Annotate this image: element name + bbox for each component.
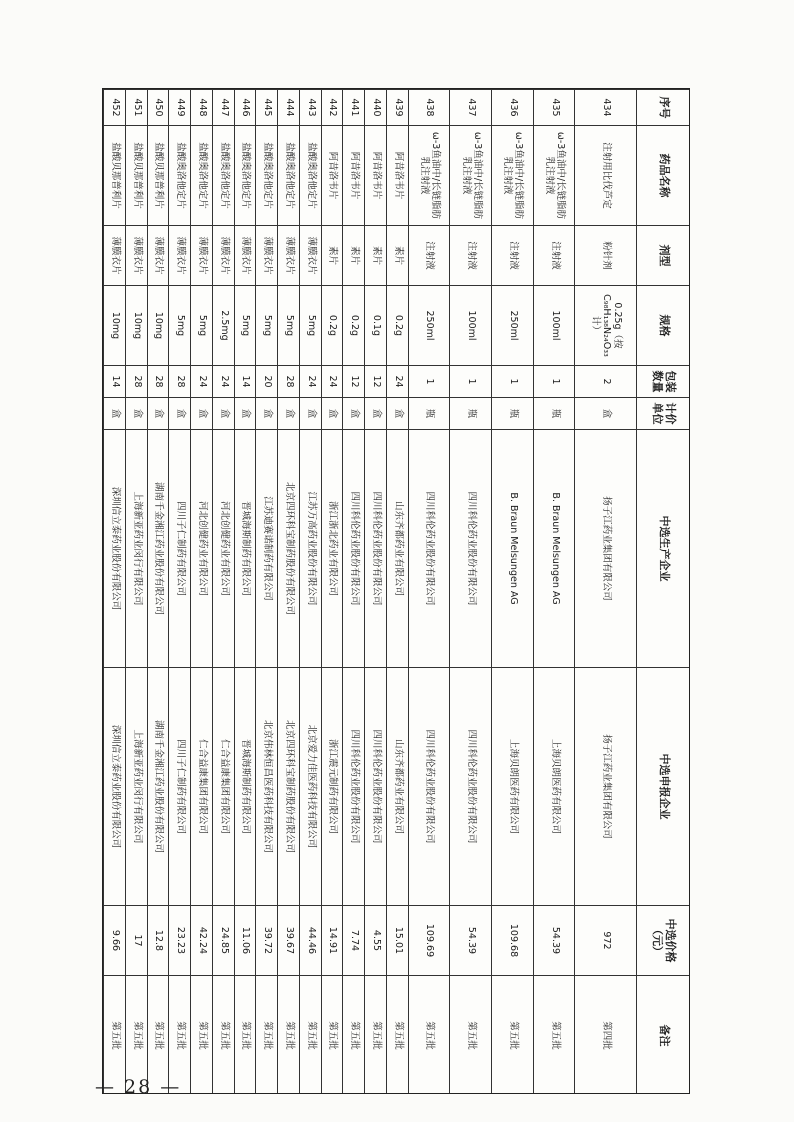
cell-pack-qty: 28 (147, 366, 169, 398)
cell-spec: 0.1g (365, 286, 387, 366)
cell-spec: 5mg (234, 286, 256, 366)
cell-unit: 瓶 (408, 398, 450, 430)
table-row (408, 90, 450, 1095)
cell-price: 109.69 (408, 906, 450, 976)
cell-remark: 第五批 (408, 976, 450, 1095)
cell-applicant: 四川子仁制药有限公司 (169, 668, 191, 906)
cell-remark: 第五批 (169, 976, 191, 1095)
cell-drug-name: 阿昔洛韦片 (343, 126, 365, 226)
cell-unit: 盒 (125, 398, 147, 430)
cell-unit: 盒 (147, 398, 169, 430)
cell-remark: 第五批 (212, 976, 234, 1095)
cell-applicant: 上海贝朗医药有限公司 (492, 668, 534, 906)
table-row (169, 90, 191, 1095)
cell-manufacturer: 北京四环科宝制药股份有限公司 (278, 430, 300, 668)
cell-price: 972 (575, 906, 637, 976)
cell-dosage-form: 薄膜衣片 (256, 226, 278, 286)
cell-applicant: 浙江震元制药有限公司 (321, 668, 343, 906)
table-row (256, 90, 278, 1095)
cell-remark: 第四批 (575, 976, 637, 1095)
header-drug-name: 药品名称 (637, 126, 691, 226)
cell-pack-qty: 1 (450, 366, 492, 398)
table-row (321, 90, 343, 1095)
cell-drug-name: 盐酸奥洛他定片 (169, 126, 191, 226)
cell-dosage-form: 薄膜衣片 (169, 226, 191, 286)
cell-pack-qty: 12 (343, 366, 365, 398)
cell-spec: 0.2g (321, 286, 343, 366)
cell-pack-qty: 24 (386, 366, 408, 398)
cell-spec: 10mg (104, 286, 126, 366)
cell-seq: 451 (125, 90, 147, 126)
cell-price: 54.39 (450, 906, 492, 976)
cell-unit: 瓶 (533, 398, 575, 430)
cell-applicant: 北京四环科宝制药股份有限公司 (278, 668, 300, 906)
cell-applicant: 北京伟林恒昌医药科技有限公司 (256, 668, 278, 906)
cell-seq: 443 (299, 90, 321, 126)
table-body (104, 90, 637, 1095)
cell-price: 24.85 (212, 906, 234, 976)
header-remark: 备注 (637, 976, 691, 1095)
cell-price: 17 (125, 906, 147, 976)
table-row (191, 90, 213, 1095)
cell-unit: 盒 (575, 398, 637, 430)
cell-seq: 439 (386, 90, 408, 126)
cell-dosage-form: 薄膜衣片 (147, 226, 169, 286)
cell-unit: 盒 (191, 398, 213, 430)
table-row (299, 90, 321, 1095)
cell-seq: 440 (365, 90, 387, 126)
cell-pack-qty: 28 (278, 366, 300, 398)
cell-unit: 盒 (278, 398, 300, 430)
cell-applicant: 上海新亚药业闵行有限公司 (125, 668, 147, 906)
cell-pack-qty: 2 (575, 366, 637, 398)
cell-applicant: 深圳信立泰药业股份有限公司 (104, 668, 126, 906)
cell-drug-name: 盐酸奥洛他定片 (212, 126, 234, 226)
cell-unit: 盒 (321, 398, 343, 430)
cell-unit: 盒 (299, 398, 321, 430)
cell-dosage-form: 薄膜衣片 (104, 226, 126, 286)
cell-drug-name: 盐酸奥洛他定片 (278, 126, 300, 226)
cell-remark: 第五批 (533, 976, 575, 1095)
cell-applicant: 仁合益康集团有限公司 (212, 668, 234, 906)
cell-drug-name: 盐酸奥洛他定片 (256, 126, 278, 226)
cell-manufacturer: 湖南千金湘江药业股份有限公司 (147, 430, 169, 668)
cell-seq: 442 (321, 90, 343, 126)
cell-applicant: 晋城海斯制药有限公司 (234, 668, 256, 906)
cell-remark: 第五批 (299, 976, 321, 1095)
cell-pack-qty: 24 (191, 366, 213, 398)
cell-price: 44.46 (299, 906, 321, 976)
cell-unit: 瓶 (492, 398, 534, 430)
cell-pack-qty: 24 (321, 366, 343, 398)
cell-remark: 第五批 (386, 976, 408, 1095)
cell-dosage-form: 素片 (365, 226, 387, 286)
cell-pack-qty: 12 (365, 366, 387, 398)
cell-seq: 450 (147, 90, 169, 126)
header-dosage-form: 剂型 (637, 226, 691, 286)
cell-pack-qty: 1 (492, 366, 534, 398)
cell-remark: 第五批 (256, 976, 278, 1095)
table-header-row (637, 90, 691, 1095)
cell-manufacturer: 四川科伦药业股份有限公司 (450, 430, 492, 668)
cell-pack-qty: 28 (169, 366, 191, 398)
cell-seq: 444 (278, 90, 300, 126)
cell-manufacturer: 江苏万高药业股份有限公司 (299, 430, 321, 668)
cell-manufacturer: B. Braun Melsungen AG (492, 430, 534, 668)
cell-unit: 盒 (256, 398, 278, 430)
cell-remark: 第五批 (234, 976, 256, 1095)
cell-applicant: 北京爱力佳医药科技有限公司 (299, 668, 321, 906)
cell-remark: 第五批 (450, 976, 492, 1095)
cell-pack-qty: 1 (408, 366, 450, 398)
cell-drug-name: ω-3鱼油中/长链脂肪乳注射液 (492, 126, 534, 226)
cell-spec: 100ml (533, 286, 575, 366)
cell-drug-name: 阿昔洛韦片 (386, 126, 408, 226)
cell-remark: 第五批 (147, 976, 169, 1095)
cell-price: 14.91 (321, 906, 343, 976)
cell-price: 42.24 (191, 906, 213, 976)
table-row (125, 90, 147, 1095)
rotated-table-frame (102, 88, 690, 1094)
cell-pack-qty: 14 (104, 366, 126, 398)
table-row (104, 90, 126, 1095)
cell-unit: 盒 (234, 398, 256, 430)
cell-dosage-form: 薄膜衣片 (234, 226, 256, 286)
cell-manufacturer: 山东齐都药业有限公司 (386, 430, 408, 668)
cell-pack-qty: 24 (299, 366, 321, 398)
table-row (278, 90, 300, 1095)
cell-unit: 盒 (343, 398, 365, 430)
cell-unit: 盒 (365, 398, 387, 430)
cell-manufacturer: 四川科伦药业股份有限公司 (343, 430, 365, 668)
table-row (492, 90, 534, 1095)
cell-seq: 446 (234, 90, 256, 126)
cell-unit: 盒 (386, 398, 408, 430)
cell-seq: 445 (256, 90, 278, 126)
cell-pack-qty: 1 (533, 366, 575, 398)
cell-dosage-form: 薄膜衣片 (191, 226, 213, 286)
cell-price: 23.23 (169, 906, 191, 976)
cell-manufacturer: 四川科伦药业股份有限公司 (365, 430, 387, 668)
cell-applicant: 四川科伦药业股份有限公司 (450, 668, 492, 906)
table-row (147, 90, 169, 1095)
cell-spec: 0.2g (343, 286, 365, 366)
cell-drug-name: 阿昔洛韦片 (321, 126, 343, 226)
cell-price: 39.67 (278, 906, 300, 976)
cell-seq: 447 (212, 90, 234, 126)
cell-unit: 盒 (212, 398, 234, 430)
cell-drug-name: 盐酸奥洛他定片 (191, 126, 213, 226)
cell-dosage-form: 注射液 (492, 226, 534, 286)
cell-drug-name: 盐酸奥洛他定片 (234, 126, 256, 226)
cell-dosage-form: 粉针剂 (575, 226, 637, 286)
cell-manufacturer: 浙江浙北药业有限公司 (321, 430, 343, 668)
header-unit: 计价单位 (637, 398, 691, 430)
table-row (343, 90, 365, 1095)
cell-price: 12.8 (147, 906, 169, 976)
cell-remark: 第五批 (343, 976, 365, 1095)
cell-unit: 盒 (169, 398, 191, 430)
cell-price: 39.72 (256, 906, 278, 976)
cell-spec: 2.5mg (212, 286, 234, 366)
page-number: — 28 — (95, 1076, 182, 1098)
cell-dosage-form: 注射液 (450, 226, 492, 286)
cell-unit: 盒 (104, 398, 126, 430)
cell-remark: 第五批 (125, 976, 147, 1095)
cell-manufacturer: 四川子仁制药有限公司 (169, 430, 191, 668)
cell-price: 9.66 (104, 906, 126, 976)
cell-seq: 436 (492, 90, 534, 126)
cell-spec: 5mg (191, 286, 213, 366)
cell-price: 15.01 (386, 906, 408, 976)
cell-dosage-form: 薄膜衣片 (278, 226, 300, 286)
cell-price: 54.39 (533, 906, 575, 976)
cell-seq: 449 (169, 90, 191, 126)
rotated-table-container (103, 89, 690, 1094)
cell-drug-name: 阿昔洛韦片 (365, 126, 387, 226)
cell-manufacturer: 河北创健药业有限公司 (212, 430, 234, 668)
cell-price: 109.68 (492, 906, 534, 976)
cell-seq: 452 (104, 90, 126, 126)
header-spec: 规格 (637, 286, 691, 366)
cell-remark: 第五批 (492, 976, 534, 1095)
cell-unit: 瓶 (450, 398, 492, 430)
table-row (575, 90, 637, 1095)
cell-spec: 5mg (299, 286, 321, 366)
cell-seq: 435 (533, 90, 575, 126)
cell-manufacturer: 深圳信立泰药业股份有限公司 (104, 430, 126, 668)
cell-remark: 第五批 (104, 976, 126, 1095)
table-row (450, 90, 492, 1095)
cell-pack-qty: 20 (256, 366, 278, 398)
cell-price: 7.74 (343, 906, 365, 976)
cell-applicant: 上海贝朗医药有限公司 (533, 668, 575, 906)
cell-applicant: 湖南千金湘江药业股份有限公司 (147, 668, 169, 906)
cell-dosage-form: 注射液 (533, 226, 575, 286)
header-price: 中选价格（元） (637, 906, 691, 976)
cell-manufacturer: 晋城海斯制药有限公司 (234, 430, 256, 668)
cell-drug-name: ω-3鱼油中/长链脂肪乳注射液 (408, 126, 450, 226)
cell-dosage-form: 素片 (321, 226, 343, 286)
cell-drug-name: 盐酸奥洛他定片 (299, 126, 321, 226)
cell-drug-name: 盐酸贝那普利片 (147, 126, 169, 226)
cell-seq: 438 (408, 90, 450, 126)
cell-manufacturer: 河北创健药业有限公司 (191, 430, 213, 668)
cell-spec: 10mg (147, 286, 169, 366)
cell-remark: 第五批 (278, 976, 300, 1095)
cell-drug-name: ω-3鱼油中/长链脂肪乳注射液 (450, 126, 492, 226)
table-row (386, 90, 408, 1095)
cell-seq: 448 (191, 90, 213, 126)
cell-applicant: 仁合益康集团有限公司 (191, 668, 213, 906)
cell-applicant: 山东齐都药业有限公司 (386, 668, 408, 906)
cell-applicant: 四川科伦药业股份有限公司 (408, 668, 450, 906)
cell-dosage-form: 素片 (386, 226, 408, 286)
table-row (234, 90, 256, 1095)
cell-drug-name: ω-3鱼油中/长链脂肪乳注射液 (533, 126, 575, 226)
cell-remark: 第五批 (321, 976, 343, 1095)
cell-applicant: 扬子江药业集团有限公司 (575, 668, 637, 906)
cell-manufacturer: B. Braun Melsungen AG (533, 430, 575, 668)
header-pack-qty: 包装数量 (637, 366, 691, 398)
cell-spec: 0.2g (386, 286, 408, 366)
cell-manufacturer: 四川科伦药业股份有限公司 (408, 430, 450, 668)
header-manufacturer: 中选生产企业 (637, 430, 691, 668)
cell-manufacturer: 上海新亚药业闵行有限公司 (125, 430, 147, 668)
cell-pack-qty: 14 (234, 366, 256, 398)
cell-pack-qty: 24 (212, 366, 234, 398)
cell-dosage-form: 素片 (343, 226, 365, 286)
cell-spec: 250ml (408, 286, 450, 366)
cell-spec: 5mg (169, 286, 191, 366)
cell-manufacturer: 扬子江药业集团有限公司 (575, 430, 637, 668)
cell-remark: 第五批 (365, 976, 387, 1095)
cell-price: 4.55 (365, 906, 387, 976)
drug-procurement-table (103, 89, 690, 1094)
header-applicant: 中选申报企业 (637, 668, 691, 906)
cell-applicant: 四川科伦药业股份有限公司 (343, 668, 365, 906)
cell-spec: 5mg (278, 286, 300, 366)
cell-spec: 10mg (125, 286, 147, 366)
cell-spec: 250ml (492, 286, 534, 366)
cell-pack-qty: 28 (125, 366, 147, 398)
cell-dosage-form: 薄膜衣片 (299, 226, 321, 286)
cell-spec: 0.25g（按C₉₈H₁₃₈N₂₄O₃₃计） (575, 286, 637, 366)
cell-manufacturer: 江苏迪赛诺制药有限公司 (256, 430, 278, 668)
cell-seq: 437 (450, 90, 492, 126)
cell-remark: 第五批 (191, 976, 213, 1095)
cell-dosage-form: 薄膜衣片 (212, 226, 234, 286)
cell-price: 11.06 (234, 906, 256, 976)
cell-seq: 434 (575, 90, 637, 126)
cell-applicant: 四川科伦药业股份有限公司 (365, 668, 387, 906)
cell-drug-name: 盐酸贝那普利片 (104, 126, 126, 226)
table-row (365, 90, 387, 1095)
cell-drug-name: 盐酸贝那普利片 (125, 126, 147, 226)
table-row (212, 90, 234, 1095)
cell-drug-name: 注射用比伐芦定 (575, 126, 637, 226)
table-row (533, 90, 575, 1095)
cell-dosage-form: 注射液 (408, 226, 450, 286)
header-seq: 序号 (637, 90, 691, 126)
cell-spec: 5mg (256, 286, 278, 366)
cell-seq: 441 (343, 90, 365, 126)
cell-dosage-form: 薄膜衣片 (125, 226, 147, 286)
cell-spec: 100ml (450, 286, 492, 366)
